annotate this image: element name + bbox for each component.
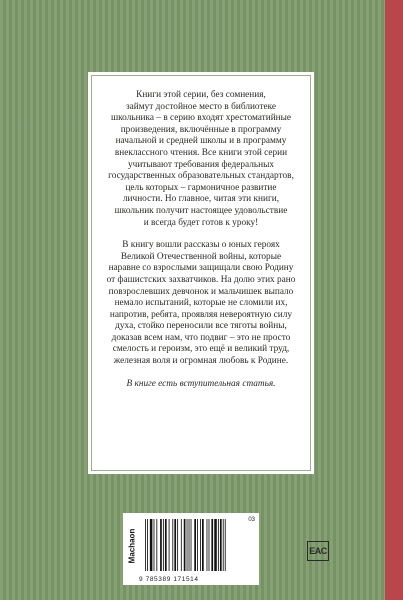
text-line: Книги этой серии, без сомнения, — [136, 90, 266, 100]
barcode-bar — [145, 519, 146, 571]
text-line: немало испытаний, которые не сломили их, — [114, 298, 288, 309]
text-line: школьник получит настоящее удовольствие — [114, 205, 288, 216]
barcode-bar — [197, 519, 198, 571]
eac-certification-mark: EAC — [307, 541, 329, 561]
book-description — [100, 240, 302, 368]
barcode-bar — [202, 519, 204, 571]
barcode-bar — [174, 519, 176, 571]
barcode-bar — [218, 519, 219, 571]
barcode-bar — [184, 519, 186, 571]
barcode-bar — [160, 519, 162, 571]
publisher-name: Machaon — [127, 528, 137, 564]
barcode-bar — [163, 519, 164, 571]
barcode-bar — [154, 519, 155, 571]
text-line: повзрослевших девчонок и мальчишек выпало — [108, 286, 294, 297]
text-line: от фашистских захватчиков. На долю этих рано — [106, 274, 296, 285]
text-line: внеклассного чтения. Все книги этой серии — [114, 147, 288, 158]
barcode-bar — [177, 519, 178, 571]
barcode-bar — [181, 519, 182, 571]
barcode-bar — [165, 519, 167, 571]
barcode-bar — [172, 519, 173, 571]
text-line: государственных образовательных стандартов, — [108, 171, 294, 182]
intro-article-note: В книге есть вступительная статья. — [126, 378, 276, 389]
text-line: доказав всем нам, что подвиг – это не просто — [111, 332, 291, 343]
barcode-bar — [200, 519, 201, 571]
barcode-bar — [147, 519, 148, 571]
barcode-digits: 9 785389 171514 — [139, 576, 199, 583]
text-line: цель которых – гармоничное развитие — [125, 182, 277, 193]
series-description — [100, 90, 302, 229]
barcode-bar — [214, 519, 217, 571]
barcode-bar — [220, 519, 222, 571]
barcode-bar — [191, 519, 192, 571]
barcode-bar — [225, 519, 226, 571]
barcode-bars — [145, 519, 241, 571]
barcode-bar — [223, 519, 224, 571]
text-line: произведения, включённые в программу — [120, 124, 282, 135]
text-line: наравне со взрослыми защищали свою Родину — [108, 263, 294, 274]
barcode-bar — [209, 519, 210, 571]
text-line: школьника – в серию входят хрестоматийные — [110, 113, 292, 124]
text-line: железная воля и огромная любовь к Родине. — [113, 356, 289, 367]
text-line: духа, стойко переносили все тяготы войны, — [115, 321, 287, 332]
barcode-bar — [187, 519, 188, 571]
text-line: учитывают требования федеральных — [128, 159, 274, 170]
text-line: начальной и средней школы и в программу — [115, 136, 287, 147]
text-line: напротив, ребята, проявляя невероятную силу — [109, 309, 293, 320]
text-line: Великой Отечественной войны, которые — [120, 251, 282, 262]
text-line: смелость и героизм, это ещё и великий труд, — [112, 344, 290, 355]
isbn-barcode-label — [123, 513, 259, 585]
text-line: и всегда будет готов к уроку! — [143, 217, 259, 228]
barcode-bar — [169, 519, 170, 571]
issue-code: 03 — [248, 517, 255, 523]
text-line: займут достойное место в библиотеке — [125, 101, 277, 112]
spine-strip — [385, 0, 403, 600]
publisher-logo — [125, 515, 139, 577]
text-line: В книгу вошли рассказы о юных героях — [122, 240, 280, 251]
barcode-bar — [189, 519, 190, 571]
barcode-bar — [211, 519, 213, 571]
barcode-bar — [156, 519, 157, 571]
barcode-bar — [207, 519, 208, 571]
barcode-bar — [150, 519, 153, 571]
annotation-panel-inner — [91, 75, 311, 471]
barcode-bar — [194, 519, 196, 571]
annotation-panel — [88, 72, 314, 474]
text-line: личности. Но главное, читая эти книги, — [122, 194, 280, 205]
